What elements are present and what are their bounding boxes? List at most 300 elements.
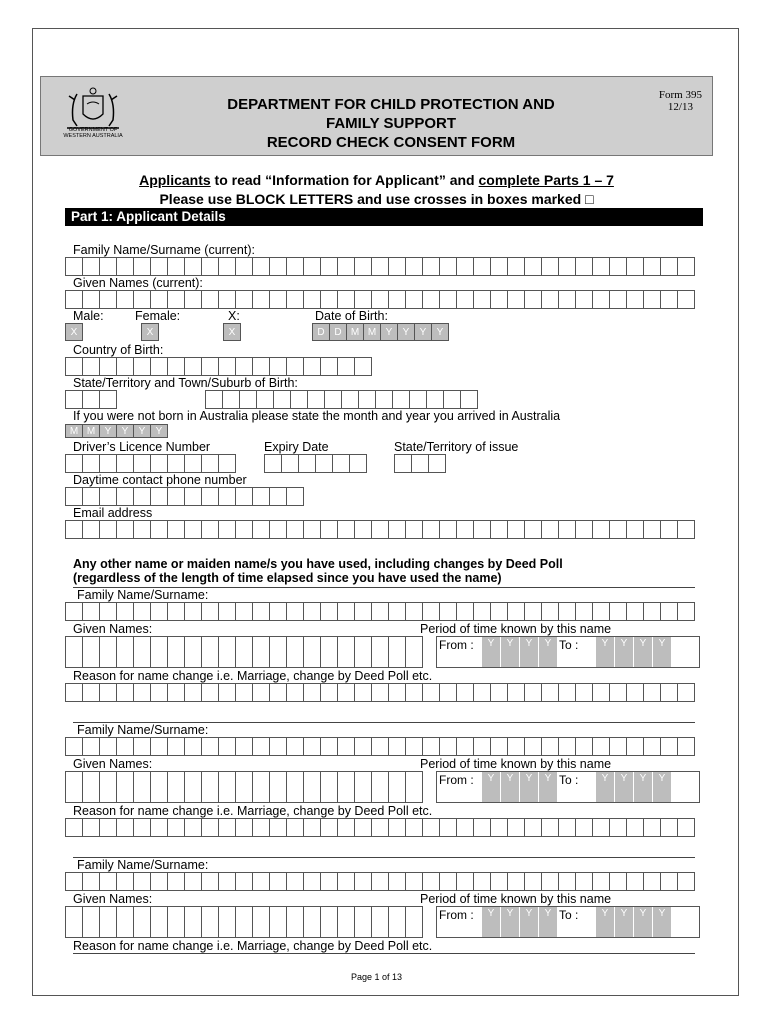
input-box[interactable] bbox=[202, 257, 219, 276]
input-box[interactable] bbox=[389, 906, 406, 938]
input-box[interactable] bbox=[576, 737, 593, 756]
input-box[interactable] bbox=[661, 520, 678, 539]
input-box[interactable] bbox=[321, 818, 338, 837]
input-box[interactable] bbox=[185, 683, 202, 702]
input-box[interactable] bbox=[457, 290, 474, 309]
input-box[interactable] bbox=[100, 487, 117, 506]
to-year-box[interactable]: Y bbox=[614, 772, 633, 802]
input-box[interactable] bbox=[491, 520, 508, 539]
other-given-boxes-1[interactable] bbox=[65, 636, 423, 668]
input-box[interactable] bbox=[304, 602, 321, 621]
input-box[interactable] bbox=[134, 520, 151, 539]
input-box[interactable] bbox=[66, 906, 83, 938]
input-box[interactable] bbox=[287, 290, 304, 309]
input-box[interactable] bbox=[338, 771, 355, 803]
from-year-box[interactable]: Y bbox=[500, 907, 519, 937]
input-box[interactable] bbox=[134, 357, 151, 376]
input-box[interactable] bbox=[168, 257, 185, 276]
input-box[interactable] bbox=[406, 771, 423, 803]
input-box[interactable] bbox=[274, 390, 291, 409]
input-box[interactable] bbox=[202, 520, 219, 539]
input-box[interactable] bbox=[525, 683, 542, 702]
input-box[interactable] bbox=[66, 487, 83, 506]
input-box[interactable] bbox=[117, 771, 134, 803]
input-box[interactable] bbox=[627, 290, 644, 309]
input-box[interactable] bbox=[542, 290, 559, 309]
input-box[interactable] bbox=[457, 520, 474, 539]
input-box[interactable] bbox=[100, 290, 117, 309]
input-box[interactable] bbox=[321, 520, 338, 539]
input-box[interactable] bbox=[406, 818, 423, 837]
input-box[interactable] bbox=[304, 771, 321, 803]
input-box[interactable] bbox=[559, 290, 576, 309]
from-year-box[interactable]: Y bbox=[500, 772, 519, 802]
input-box[interactable] bbox=[287, 357, 304, 376]
input-box[interactable] bbox=[406, 872, 423, 891]
input-box[interactable] bbox=[100, 906, 117, 938]
input-box[interactable] bbox=[134, 487, 151, 506]
from-year-box[interactable]: Y bbox=[481, 772, 500, 802]
input-box[interactable] bbox=[304, 872, 321, 891]
input-box[interactable] bbox=[151, 520, 168, 539]
input-box[interactable] bbox=[287, 683, 304, 702]
input-box[interactable] bbox=[440, 602, 457, 621]
input-box[interactable] bbox=[117, 872, 134, 891]
input-box[interactable] bbox=[270, 602, 287, 621]
input-box[interactable] bbox=[457, 257, 474, 276]
input-box[interactable] bbox=[299, 454, 316, 473]
input-box[interactable] bbox=[236, 520, 253, 539]
input-box[interactable] bbox=[661, 257, 678, 276]
input-box[interactable] bbox=[253, 683, 270, 702]
input-box[interactable] bbox=[321, 771, 338, 803]
input-box[interactable] bbox=[457, 872, 474, 891]
input-box[interactable] bbox=[219, 683, 236, 702]
input-box[interactable] bbox=[406, 520, 423, 539]
input-box[interactable] bbox=[321, 257, 338, 276]
input-box[interactable] bbox=[66, 683, 83, 702]
input-box[interactable] bbox=[168, 636, 185, 668]
other-given-boxes-2[interactable] bbox=[65, 771, 423, 803]
input-box[interactable] bbox=[559, 737, 576, 756]
input-box[interactable] bbox=[406, 290, 423, 309]
from-year-box[interactable]: Y bbox=[500, 637, 519, 667]
input-box[interactable] bbox=[287, 257, 304, 276]
input-box[interactable] bbox=[321, 602, 338, 621]
input-box[interactable] bbox=[66, 771, 83, 803]
input-box[interactable] bbox=[627, 520, 644, 539]
input-box[interactable] bbox=[134, 818, 151, 837]
input-box[interactable] bbox=[100, 454, 117, 473]
input-box[interactable] bbox=[202, 454, 219, 473]
input-box[interactable] bbox=[287, 906, 304, 938]
to-year-box[interactable]: Y bbox=[633, 907, 652, 937]
input-box[interactable] bbox=[219, 487, 236, 506]
input-box[interactable] bbox=[355, 602, 372, 621]
input-box[interactable] bbox=[491, 257, 508, 276]
input-box[interactable] bbox=[427, 390, 444, 409]
input-box[interactable] bbox=[270, 872, 287, 891]
input-box[interactable] bbox=[372, 906, 389, 938]
input-box[interactable] bbox=[406, 906, 423, 938]
input-box[interactable] bbox=[661, 737, 678, 756]
input-box[interactable] bbox=[100, 357, 117, 376]
input-box[interactable] bbox=[168, 520, 185, 539]
input-box[interactable] bbox=[661, 602, 678, 621]
input-box[interactable] bbox=[151, 290, 168, 309]
input-box[interactable] bbox=[202, 906, 219, 938]
from-year-box[interactable]: Y bbox=[481, 907, 500, 937]
input-box[interactable] bbox=[253, 872, 270, 891]
input-box[interactable] bbox=[202, 818, 219, 837]
input-box[interactable] bbox=[202, 487, 219, 506]
input-box[interactable] bbox=[376, 390, 393, 409]
input-box[interactable] bbox=[644, 257, 661, 276]
input-box[interactable] bbox=[100, 683, 117, 702]
input-box[interactable] bbox=[355, 520, 372, 539]
input-box[interactable] bbox=[457, 602, 474, 621]
input-box[interactable] bbox=[355, 872, 372, 891]
input-box[interactable] bbox=[423, 290, 440, 309]
input-box[interactable] bbox=[321, 872, 338, 891]
input-box[interactable] bbox=[338, 602, 355, 621]
input-box[interactable] bbox=[253, 257, 270, 276]
input-box[interactable] bbox=[333, 454, 350, 473]
input-box[interactable] bbox=[253, 602, 270, 621]
input-box[interactable] bbox=[321, 290, 338, 309]
input-box[interactable] bbox=[542, 602, 559, 621]
input-box[interactable] bbox=[610, 818, 627, 837]
input-box[interactable] bbox=[219, 906, 236, 938]
country-boxes[interactable] bbox=[65, 357, 372, 376]
input-box[interactable] bbox=[168, 737, 185, 756]
input-box[interactable] bbox=[491, 818, 508, 837]
input-box[interactable] bbox=[593, 602, 610, 621]
input-box[interactable] bbox=[219, 818, 236, 837]
input-box[interactable] bbox=[610, 872, 627, 891]
input-box[interactable] bbox=[151, 602, 168, 621]
input-box[interactable] bbox=[406, 636, 423, 668]
input-box[interactable] bbox=[316, 454, 333, 473]
input-box[interactable] bbox=[236, 818, 253, 837]
input-box[interactable] bbox=[66, 737, 83, 756]
input-box[interactable] bbox=[678, 737, 695, 756]
arrived-boxes[interactable]: M M Y Y Y Y bbox=[65, 424, 168, 438]
input-box[interactable] bbox=[508, 683, 525, 702]
input-box[interactable] bbox=[270, 487, 287, 506]
input-box[interactable] bbox=[389, 520, 406, 539]
input-box[interactable] bbox=[168, 683, 185, 702]
input-box[interactable] bbox=[287, 487, 304, 506]
input-box[interactable] bbox=[372, 520, 389, 539]
input-box[interactable] bbox=[410, 390, 427, 409]
to-year-box[interactable]: Y bbox=[633, 772, 652, 802]
input-box[interactable] bbox=[304, 683, 321, 702]
input-box[interactable] bbox=[321, 636, 338, 668]
input-box[interactable] bbox=[117, 520, 134, 539]
input-box[interactable] bbox=[168, 818, 185, 837]
input-box[interactable] bbox=[491, 602, 508, 621]
input-box[interactable] bbox=[372, 683, 389, 702]
input-box[interactable] bbox=[168, 454, 185, 473]
input-box[interactable] bbox=[66, 520, 83, 539]
input-box[interactable] bbox=[593, 872, 610, 891]
input-box[interactable] bbox=[508, 818, 525, 837]
input-box[interactable] bbox=[338, 737, 355, 756]
input-box[interactable] bbox=[236, 683, 253, 702]
input-box[interactable] bbox=[304, 357, 321, 376]
input-box[interactable] bbox=[525, 602, 542, 621]
input-box[interactable] bbox=[117, 487, 134, 506]
input-box[interactable] bbox=[117, 737, 134, 756]
input-box[interactable] bbox=[542, 520, 559, 539]
input-box[interactable] bbox=[491, 290, 508, 309]
input-box[interactable] bbox=[423, 818, 440, 837]
input-box[interactable] bbox=[185, 818, 202, 837]
input-box[interactable] bbox=[134, 602, 151, 621]
input-box[interactable] bbox=[542, 737, 559, 756]
input-box[interactable] bbox=[134, 290, 151, 309]
input-box[interactable] bbox=[593, 520, 610, 539]
input-box[interactable] bbox=[236, 872, 253, 891]
expiry-boxes[interactable] bbox=[264, 454, 367, 473]
input-box[interactable] bbox=[678, 520, 695, 539]
input-box[interactable] bbox=[491, 872, 508, 891]
input-box[interactable] bbox=[287, 602, 304, 621]
input-box[interactable] bbox=[151, 487, 168, 506]
input-box[interactable] bbox=[134, 636, 151, 668]
input-box[interactable] bbox=[576, 290, 593, 309]
input-box[interactable] bbox=[134, 737, 151, 756]
input-box[interactable] bbox=[270, 683, 287, 702]
input-box[interactable] bbox=[66, 602, 83, 621]
input-box[interactable] bbox=[219, 737, 236, 756]
from-year-box[interactable]: Y bbox=[519, 907, 538, 937]
input-box[interactable] bbox=[236, 737, 253, 756]
input-box[interactable] bbox=[117, 454, 134, 473]
input-box[interactable] bbox=[440, 683, 457, 702]
input-box[interactable] bbox=[151, 818, 168, 837]
input-box[interactable] bbox=[576, 257, 593, 276]
input-box[interactable] bbox=[151, 683, 168, 702]
input-box[interactable] bbox=[100, 390, 117, 409]
input-box[interactable] bbox=[440, 520, 457, 539]
input-box[interactable] bbox=[440, 290, 457, 309]
input-box[interactable] bbox=[270, 906, 287, 938]
input-box[interactable] bbox=[253, 771, 270, 803]
input-box[interactable] bbox=[236, 257, 253, 276]
input-box[interactable] bbox=[338, 683, 355, 702]
from-year-box[interactable]: Y bbox=[519, 772, 538, 802]
input-box[interactable] bbox=[457, 683, 474, 702]
input-box[interactable] bbox=[559, 683, 576, 702]
input-box[interactable] bbox=[83, 357, 100, 376]
input-box[interactable] bbox=[117, 257, 134, 276]
input-box[interactable] bbox=[389, 872, 406, 891]
input-box[interactable] bbox=[389, 683, 406, 702]
input-box[interactable] bbox=[321, 737, 338, 756]
female-checkbox[interactable]: X bbox=[141, 323, 159, 341]
input-box[interactable] bbox=[338, 872, 355, 891]
input-box[interactable] bbox=[389, 257, 406, 276]
input-box[interactable] bbox=[202, 771, 219, 803]
input-box[interactable] bbox=[168, 771, 185, 803]
input-box[interactable] bbox=[342, 390, 359, 409]
input-box[interactable] bbox=[661, 290, 678, 309]
input-box[interactable] bbox=[338, 290, 355, 309]
input-box[interactable] bbox=[253, 818, 270, 837]
input-box[interactable] bbox=[236, 771, 253, 803]
licence-boxes[interactable] bbox=[65, 454, 236, 473]
input-box[interactable] bbox=[168, 906, 185, 938]
input-box[interactable] bbox=[610, 737, 627, 756]
input-box[interactable] bbox=[372, 257, 389, 276]
input-box[interactable] bbox=[185, 520, 202, 539]
period-fields-3[interactable] bbox=[436, 906, 700, 938]
input-box[interactable] bbox=[627, 818, 644, 837]
input-box[interactable] bbox=[100, 818, 117, 837]
input-box[interactable] bbox=[270, 257, 287, 276]
input-box[interactable] bbox=[206, 390, 223, 409]
input-box[interactable] bbox=[83, 602, 100, 621]
input-box[interactable] bbox=[100, 257, 117, 276]
input-box[interactable] bbox=[219, 357, 236, 376]
input-box[interactable] bbox=[457, 737, 474, 756]
town-boxes[interactable] bbox=[205, 390, 478, 409]
input-box[interactable] bbox=[100, 872, 117, 891]
input-box[interactable] bbox=[393, 390, 410, 409]
input-box[interactable] bbox=[508, 737, 525, 756]
input-box[interactable] bbox=[610, 683, 627, 702]
input-box[interactable] bbox=[287, 737, 304, 756]
input-box[interactable] bbox=[83, 906, 100, 938]
input-box[interactable] bbox=[542, 683, 559, 702]
input-box[interactable] bbox=[491, 737, 508, 756]
input-box[interactable] bbox=[644, 818, 661, 837]
input-box[interactable] bbox=[253, 487, 270, 506]
input-box[interactable] bbox=[355, 683, 372, 702]
input-box[interactable] bbox=[168, 487, 185, 506]
input-box[interactable] bbox=[202, 737, 219, 756]
input-box[interactable] bbox=[389, 636, 406, 668]
dob-boxes[interactable]: D D M M Y Y Y Y bbox=[312, 323, 449, 341]
input-box[interactable] bbox=[219, 257, 236, 276]
input-box[interactable] bbox=[678, 818, 695, 837]
input-box[interactable] bbox=[202, 357, 219, 376]
to-year-box[interactable]: Y bbox=[614, 907, 633, 937]
input-box[interactable] bbox=[474, 257, 491, 276]
state-boxes[interactable] bbox=[65, 390, 117, 409]
input-box[interactable] bbox=[253, 520, 270, 539]
input-box[interactable] bbox=[576, 602, 593, 621]
input-box[interactable] bbox=[270, 771, 287, 803]
input-box[interactable] bbox=[236, 602, 253, 621]
input-box[interactable] bbox=[219, 872, 236, 891]
input-box[interactable] bbox=[627, 872, 644, 891]
input-box[interactable] bbox=[134, 872, 151, 891]
input-box[interactable] bbox=[661, 683, 678, 702]
input-box[interactable] bbox=[117, 683, 134, 702]
input-box[interactable] bbox=[168, 602, 185, 621]
input-box[interactable] bbox=[185, 454, 202, 473]
input-box[interactable] bbox=[474, 818, 491, 837]
input-box[interactable] bbox=[525, 818, 542, 837]
input-box[interactable] bbox=[236, 636, 253, 668]
input-box[interactable] bbox=[304, 520, 321, 539]
input-box[interactable] bbox=[100, 602, 117, 621]
input-box[interactable] bbox=[627, 257, 644, 276]
input-box[interactable] bbox=[83, 737, 100, 756]
input-box[interactable] bbox=[185, 771, 202, 803]
to-year-box[interactable]: Y bbox=[614, 637, 633, 667]
input-box[interactable] bbox=[474, 520, 491, 539]
reason-boxes-2[interactable] bbox=[65, 818, 695, 837]
input-box[interactable] bbox=[83, 771, 100, 803]
input-box[interactable] bbox=[559, 818, 576, 837]
input-box[interactable] bbox=[610, 602, 627, 621]
input-box[interactable] bbox=[325, 390, 342, 409]
input-box[interactable] bbox=[338, 636, 355, 668]
input-box[interactable] bbox=[291, 390, 308, 409]
input-box[interactable] bbox=[593, 818, 610, 837]
input-box[interactable] bbox=[474, 683, 491, 702]
input-box[interactable] bbox=[83, 257, 100, 276]
input-box[interactable] bbox=[338, 520, 355, 539]
input-box[interactable] bbox=[644, 737, 661, 756]
input-box[interactable] bbox=[185, 737, 202, 756]
input-box[interactable] bbox=[440, 257, 457, 276]
input-box[interactable] bbox=[66, 357, 83, 376]
input-box[interactable] bbox=[406, 257, 423, 276]
input-box[interactable] bbox=[542, 872, 559, 891]
input-box[interactable] bbox=[270, 737, 287, 756]
input-box[interactable] bbox=[355, 818, 372, 837]
input-box[interactable] bbox=[270, 636, 287, 668]
input-box[interactable] bbox=[593, 737, 610, 756]
input-box[interactable] bbox=[100, 520, 117, 539]
to-year-box[interactable]: Y bbox=[595, 637, 614, 667]
input-box[interactable] bbox=[253, 737, 270, 756]
input-box[interactable] bbox=[117, 906, 134, 938]
other-family-boxes-1[interactable] bbox=[65, 602, 695, 621]
input-box[interactable] bbox=[83, 487, 100, 506]
input-box[interactable] bbox=[117, 636, 134, 668]
from-year-box[interactable]: Y bbox=[519, 637, 538, 667]
input-box[interactable] bbox=[236, 290, 253, 309]
input-box[interactable] bbox=[508, 872, 525, 891]
input-box[interactable] bbox=[66, 390, 83, 409]
state-issue-boxes[interactable] bbox=[394, 454, 446, 473]
input-box[interactable] bbox=[644, 290, 661, 309]
input-box[interactable] bbox=[304, 737, 321, 756]
input-box[interactable] bbox=[338, 818, 355, 837]
input-box[interactable] bbox=[372, 818, 389, 837]
input-box[interactable] bbox=[678, 872, 695, 891]
input-box[interactable] bbox=[678, 257, 695, 276]
input-box[interactable] bbox=[270, 520, 287, 539]
input-box[interactable] bbox=[423, 683, 440, 702]
input-box[interactable] bbox=[219, 454, 236, 473]
input-box[interactable] bbox=[151, 636, 168, 668]
input-box[interactable] bbox=[240, 390, 257, 409]
input-box[interactable] bbox=[287, 771, 304, 803]
input-box[interactable] bbox=[576, 872, 593, 891]
input-box[interactable] bbox=[185, 257, 202, 276]
input-box[interactable] bbox=[287, 636, 304, 668]
input-box[interactable] bbox=[304, 906, 321, 938]
input-box[interactable] bbox=[257, 390, 274, 409]
to-year-box[interactable]: Y bbox=[652, 907, 671, 937]
